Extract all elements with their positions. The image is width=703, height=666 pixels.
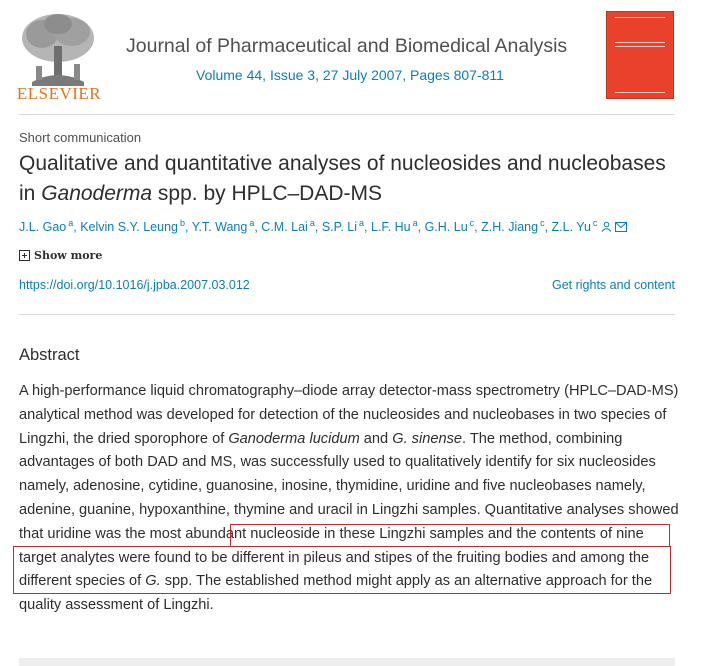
article-title: Qualitative and quantitative analyses of nucleosides and nucleobases in Ganoderma spp. by HPLC–DAD-MS: [19, 152, 666, 205]
envelope-icon[interactable]: [615, 221, 627, 235]
author-link[interactable]: Y.T. Wang $^a$: [191, 218, 255, 235]
highlight-box-middle: [13, 546, 671, 594]
author-link[interactable]: C.M. Lai $^a$: [261, 218, 315, 235]
journal-title[interactable]: Journal of Pharmaceutical and Biomedical Analysis: [126, 35, 568, 57]
expand-plus-icon: [19, 250, 30, 261]
publisher-wordmark: ELSEVIER: [16, 84, 102, 103]
author-link[interactable]: S.P. Li $^a$: [321, 218, 365, 235]
show-more-label: Show more: [34, 249, 103, 262]
author-link[interactable]: J.L. Gao $^a$: [19, 218, 74, 235]
rights-link[interactable]: Get rights and content: [552, 278, 675, 292]
author-link[interactable]: G.H. Lu $^c$: [424, 218, 475, 235]
section-divider: [19, 314, 675, 315]
journal-cover[interactable]: [607, 12, 673, 98]
highlight-box-top: [230, 524, 670, 547]
person-icon[interactable]: [601, 221, 612, 235]
header-divider: [19, 114, 675, 115]
author-link[interactable]: Z.L. Yu $^c$: [551, 218, 598, 235]
abstract-heading: Abstract: [19, 346, 80, 364]
footer-band: [19, 658, 675, 666]
author-link[interactable]: Kelvin S.Y. Leung $^b$: [80, 218, 185, 235]
author-link[interactable]: Z.H. Jiang $^c$: [481, 218, 545, 235]
author-list: J.L. Gao $^a$, Kelvin S.Y. Leung $^b$, Y.T. Wang $^a$, C.M. Lai $^a$, S.P. Li $^a$, L.F. Hu $^a$, G.H. Lu $^c$, Z.H. Jiang $^c$, Z.L. Yu $^c$: [19, 218, 699, 235]
volume-issue-link[interactable]: Volume 44, Issue 3, 27 July 2007, Pages 807-811: [196, 67, 504, 83]
show-more-button[interactable]: [19, 249, 102, 262]
doi-link[interactable]: https://doi.org/10.1016/j.jpba.2007.03.012: [19, 278, 250, 292]
abstract-text: A high-performance liquid chromatography–diode array detector-mass spectrometry (HPLC–DAD-MS) analytical method was developed for detection of the nucleosides and nucleobases in two species of Lingzhi, the dried sporophore of Ganoderma lucidum and G. sinense. The method, combining advantages of both DAD and MS, was successfully used to qualitatively identify for six nucleosides namely, adenosine, cytidine, guanosine, inosine, thymidine, uridine and five nucleobases namely, adenine, guanine, hypoxanthine, thymine and uracil in Lingzhi samples. Quantitative analyses showed that uridine was the most abundant nucleoside in these Lingzhi samples and the contents of nine target analytes were found to be different in pileus and stipes of the fruiting bodies and among the different species of G. spp. The established method might apply as an alternative approach for the quality assessment of Lingzhi.: [19, 383, 679, 614]
author-link[interactable]: L.F. Hu $^a$: [371, 218, 418, 235]
article-type: Short communication: [19, 130, 142, 145]
